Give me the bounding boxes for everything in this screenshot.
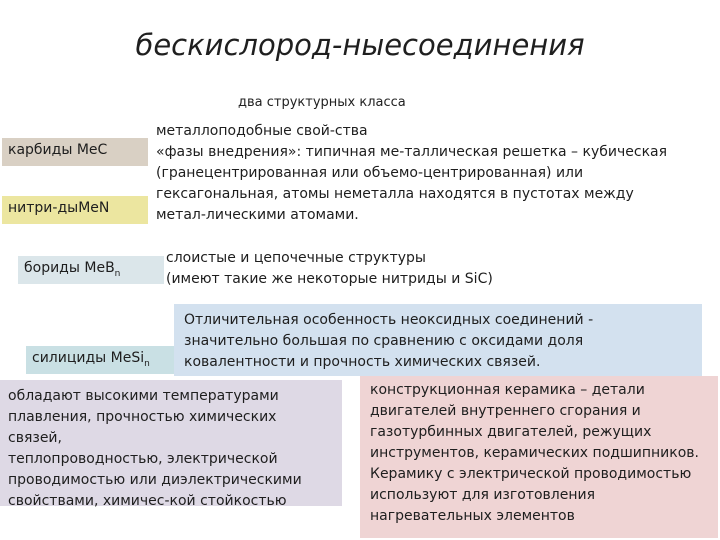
text-line: нагревательных элементов [370, 508, 575, 524]
silicides-formula: MeSi [110, 350, 145, 366]
text-line: инструментов, керамических подшипников. [370, 445, 699, 461]
text-line: свойствами, химичес-кой стойкостью [8, 493, 287, 509]
text-line: слоистые и цепочечные структуры [166, 250, 426, 266]
metal-like-description [156, 121, 686, 226]
text-line: значительно большая по сравнению с оксидами доля [184, 333, 584, 349]
text-line: двигателей внутреннего сгорания и [370, 403, 641, 419]
silicides-subscript: n [144, 358, 150, 369]
text-line: проводимостью или диэлектрическими [8, 472, 302, 488]
slide-title: бескислород-ныесоединения [135, 28, 585, 62]
carbides-text: карбиды [8, 142, 77, 158]
borides-subscript: n [114, 268, 121, 279]
text-line: газотурбинных двигателей, режущих [370, 424, 652, 440]
usage-box [360, 376, 718, 538]
text-line: Керамику с электрической проводимостью [370, 466, 692, 482]
nitrides-label [2, 196, 148, 224]
text-line: обладают высокими температурами [8, 388, 279, 404]
text-line: метал-лическими атомами. [156, 207, 359, 223]
borides-label [18, 256, 164, 284]
silicides-text: силициды [32, 350, 111, 366]
borides-formula: MeB [84, 260, 115, 276]
layered-structures-description [166, 248, 526, 290]
properties-box [0, 380, 342, 509]
carbides-formula: MeC [76, 142, 108, 158]
text-line: гексагональная, атомы неметалла находятся в пустотах между [156, 186, 634, 202]
text-line: (имеют такие же некоторые нитриды и SiC) [166, 271, 493, 287]
silicides-label [26, 346, 174, 374]
text-line: металлоподобные свой-ства [156, 123, 368, 139]
distinctive-feature-box [174, 304, 702, 376]
nitrides-text: нитри-ды [8, 200, 79, 216]
text-line: ковалентности и прочность химических связей. [184, 354, 541, 370]
borides-text: бориды [24, 260, 85, 276]
text-line: используют для изготовления [370, 487, 596, 503]
text-line: «фазы внедрения»: типичная ме-таллическая решетка – кубическая [156, 144, 668, 160]
text-line: (гранецентрированная или объемо-центрированная) или [156, 165, 584, 181]
text-line: Отличительная особенность неоксидных соединений - [184, 312, 594, 328]
text-line: теплопроводностью, электрической [8, 451, 278, 467]
subtitle: два структурных класса [238, 95, 406, 110]
text-line: плавления, прочностью химических связей, [8, 409, 277, 446]
nitrides-formula: MeN [78, 200, 110, 216]
carbides-label [2, 138, 148, 166]
text-line: конструкционная керамика – детали [370, 382, 645, 398]
